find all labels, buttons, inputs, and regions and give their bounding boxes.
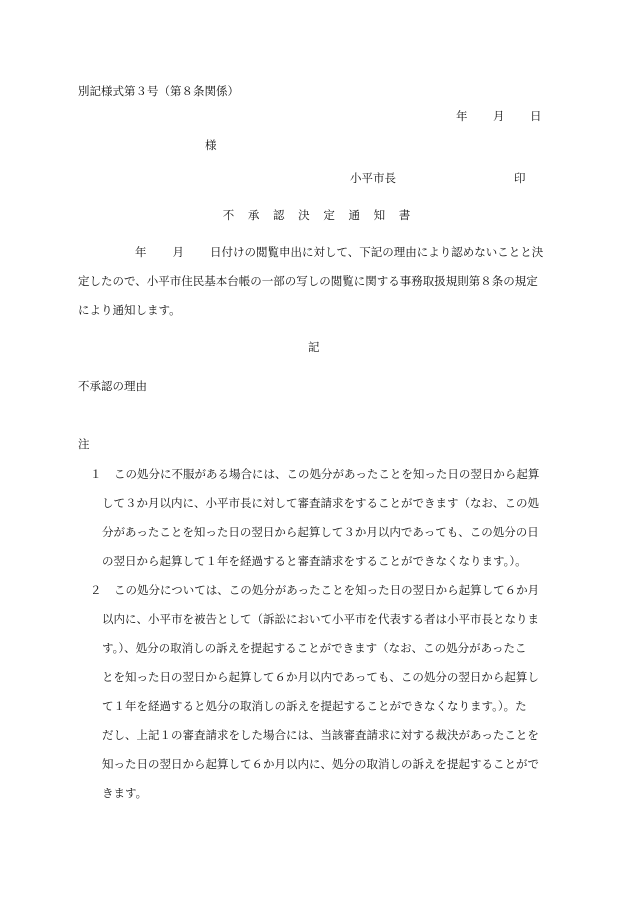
note-item-2 — [90, 576, 560, 808]
note-list — [90, 460, 560, 808]
date-day-label: 日 — [530, 109, 542, 123]
note-line: この処分に不服がある場合には、この処分があったことを知った日の翌日から起算 — [114, 467, 540, 481]
reason-label: 不承認の理由 — [78, 379, 147, 393]
body-year-label: 年 — [135, 245, 147, 259]
body-line-1 — [78, 238, 556, 267]
note-line: 分があったことを知った日の翌日から起算して３か月以内であっても、この処分の日 — [102, 525, 539, 539]
form-number: 別記様式第３号（第８条関係） — [78, 84, 239, 98]
date-year-label: 年 — [456, 109, 468, 123]
note-line: 以内に、小平市を被告として（訴訟において小平市を代表する者は小平市長となりま — [102, 612, 539, 626]
seal-mark: 印 — [514, 171, 526, 185]
note-line: この処分については、この処分があったことを知った日の翌日から起算して６か月 — [114, 583, 540, 597]
note-line: だし、上記１の審査請求をした場合には、当該審査請求に対する裁決があったことを — [102, 728, 539, 742]
note-item-1 — [90, 460, 560, 576]
document-title: 不 承 認 決 定 通 知 書 — [222, 208, 416, 222]
note-line: して３か月以内に、小平市長に対して審査請求をすることができます（なお、この処 — [102, 496, 539, 510]
body-line-3: により通知します。 — [78, 303, 181, 317]
body-paragraph — [78, 238, 556, 325]
note-line: 知った日の翌日から起算して６か月以内に、処分の取消しの訴えを提起することがで — [102, 757, 539, 771]
note-line: とを知った日の翌日から起算して６か月以内であっても、この処分の翌日から起算し — [102, 670, 539, 684]
body-month-label: 月 — [172, 245, 184, 259]
note-number: ２ — [90, 583, 102, 597]
body-line-1-text: 日付けの閲覧申出に対して、下記の理由により認めないことと決 — [210, 245, 544, 259]
note-line: て１年を経過すると処分の取消しの訴えを提起することができなくなります。）。た — [102, 699, 527, 713]
ki-heading: 記 — [308, 340, 320, 354]
note-line: す。）、処分の取消しの訴えを提起することができます（なお、この処分があったこ — [102, 641, 527, 655]
note-line: きます。 — [102, 786, 148, 800]
body-line-2: 定したので、小平市住民基本台帳の一部の写しの閲覧に関する事務取扱規則第８条の規定 — [78, 274, 538, 288]
note-line: の翌日から起算して１年を経過すると審査請求をすることができなくなります。）。 — [102, 554, 527, 568]
recipient-suffix: 様 — [205, 138, 217, 152]
issuer-name: 小平市長 — [350, 171, 396, 185]
note-number: １ — [90, 467, 102, 481]
date-month-label: 月 — [493, 109, 505, 123]
note-label: 注 — [78, 437, 90, 451]
